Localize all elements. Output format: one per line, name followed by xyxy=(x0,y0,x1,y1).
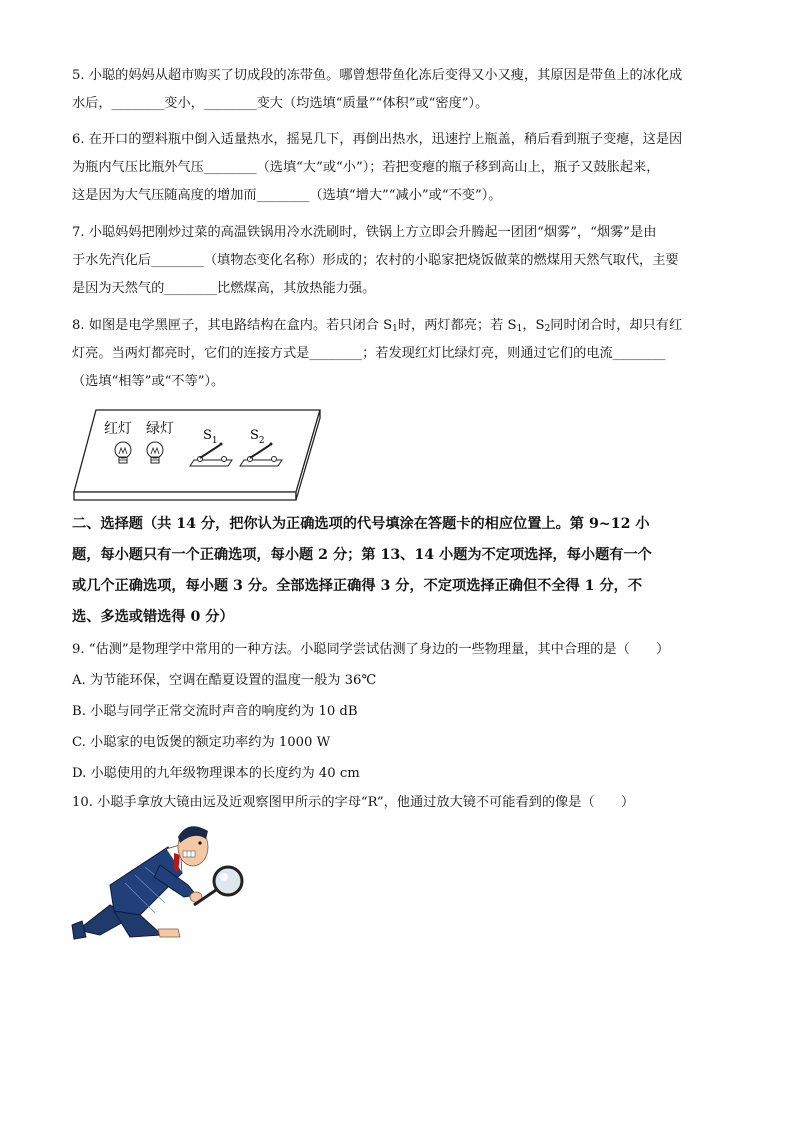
q8-line-2: 灯亮。当两灯都亮时，它们的连接方式是________；若发现红灯比绿灯亮，则通过它们的电流________ xyxy=(72,346,666,361)
q6-line-1: 6. 在开口的塑料瓶中倒入适量热水，摇晃几下，再倒出热水，迅速拧上瓶盖，稍后看到瓶子变瘪，这是因 xyxy=(72,132,683,147)
question-10 xyxy=(72,789,722,817)
q7-line-3: 是因为天然气的________比燃煤高，其放热能力强。 xyxy=(72,281,376,296)
q9-option-b: B. 小聪与同学正常交流时声音的响度约为 10 dB xyxy=(72,704,358,719)
q8-line-1-part-a: 8. 如图是电学黑匣子，其电路结构在盒内。若只闭合 S xyxy=(72,318,393,333)
section-2-line-1: 二、选择题（共 14 分，把你认为正确选项的代号填涂在答题卡的相应位置上。第 9~12 小 xyxy=(72,516,650,532)
question-5 xyxy=(72,62,722,118)
section-2-heading xyxy=(72,509,722,633)
question-9 xyxy=(72,634,722,789)
question-8 xyxy=(72,312,722,396)
box-front-face xyxy=(74,492,296,500)
q9-option-d: D. 小聪使用的九年级物理课本的长度约为 40 cm xyxy=(72,766,360,781)
q8-sub-2: 1 xyxy=(516,324,523,334)
question-7 xyxy=(72,219,722,303)
q5-line-2: 水后，________变小，________变大（均选填“质量”“体积”或“密度”）。 xyxy=(72,96,489,111)
q7-line-1: 7. 小聪妈妈把刚炒过菜的高温铁锅用冷水洗刷时，铁锅上方立即会升腾起一团团“烟雾”，“烟雾”是由 xyxy=(72,225,657,240)
magnifier-man-illustration xyxy=(70,825,260,943)
question-6 xyxy=(72,126,722,210)
q6-line-3: 这是因为大气压随高度的增加而________（选填“增大”“减小”或“不变”）。 xyxy=(72,188,502,203)
switch-s2-label: $S_2$ xyxy=(250,428,265,446)
black-box-figure xyxy=(70,408,326,504)
q9-option-a: A. 为节能环保，空调在酷夏设置的温度一般为 36℃ xyxy=(72,673,377,688)
magnifying-glass-icon xyxy=(194,867,242,905)
q9-option-c: C. 小聪家的电饭煲的额定功率约为 1000 W xyxy=(72,735,331,750)
q8-line-1-part-b: 时，两灯都亮；若 S xyxy=(397,318,517,333)
q8-line-1-part-c: ，S xyxy=(522,318,545,333)
q5-line-1: 5. 小聪的妈妈从超市购买了切成段的冻带鱼。哪曾想带鱼化冻后变得又小又瘦，其原因是带鱼上的冰化成 xyxy=(72,68,683,83)
q6-line-2: 为瓶内气压比瓶外气压________（选填“大”或“小”）；若把变瘪的瓶子移到高山上，瓶子又鼓胀起来， xyxy=(72,160,660,175)
q8-line-3: （选填“相等”或“不等”）。 xyxy=(72,374,225,389)
q8-sub-3: 2 xyxy=(544,324,551,334)
q8-line-1-part-d: 同时闭合时，却只有红 xyxy=(550,318,683,333)
switch-s1-label: $S_1$ xyxy=(203,428,218,446)
q8-line-1 xyxy=(72,312,722,340)
green-lamp-label: 绿灯 xyxy=(146,421,174,437)
q7-line-2: 于水先汽化后________（填物态变化名称）形成的；农村的小聪家把烧饭做菜的燃煤用天然气取代，主要 xyxy=(72,253,679,268)
red-lamp-label: 红灯 xyxy=(104,421,132,437)
q10-stem: 10. 小聪手拿放大镜由远及近观察图甲所示的字母“R”，他通过放大镜不可能看到的像是（ ） xyxy=(72,795,635,810)
section-2-line-3: 或几个正确选项，每小题 3 分。全部选择正确得 3 分，不定项选择正确但不全得 1 分，不 xyxy=(72,578,643,594)
q8-sub-1: 1 xyxy=(392,324,398,334)
section-2-line-4: 选、多选或错选得 0 分） xyxy=(72,609,234,625)
q9-stem: 9. “估测”是物理学中常用的一种方法。小聪同学尝试估测了身边的一些物理量，其中合理的是（ ） xyxy=(72,642,670,657)
section-2-line-2: 题，每小题只有一个正确选项，每小题 2 分；第 13、14 小题为不定项选择，每小题有一个 xyxy=(72,547,652,563)
